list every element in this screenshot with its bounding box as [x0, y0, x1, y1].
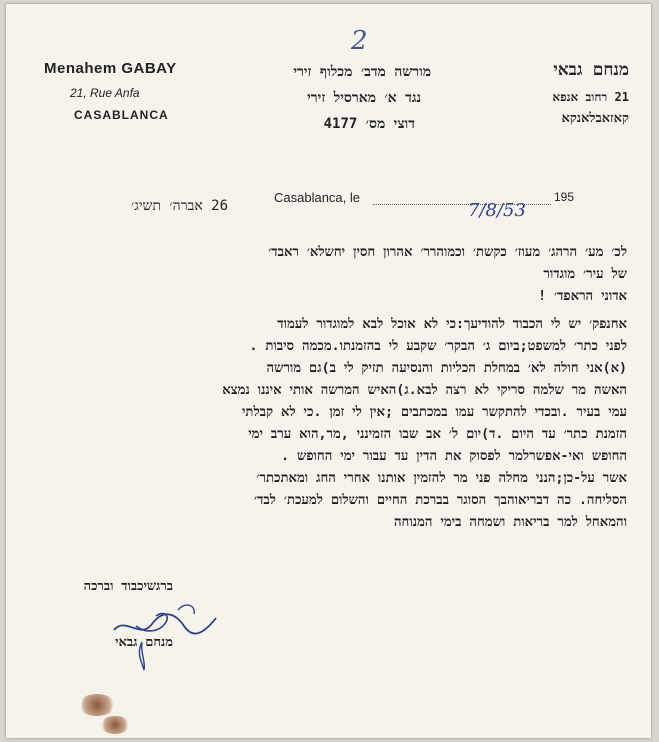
body-line: והמאחל למר בריאות ושמחה בימי המנוחה — [393, 515, 627, 530]
body-line: לכ׳ מע׳ הרהג׳ מעוז׳ כקשת׳ וכמוהרר׳ אהרון חסין יחשלא׳ ראבד׳ — [268, 245, 627, 260]
paper-stain — [78, 694, 116, 716]
letterhead-city: CASABLANCA — [74, 108, 169, 122]
paper-stain — [100, 716, 130, 734]
letterhead-hebrew-city: קאזאבלאנקא — [561, 111, 629, 126]
body-line: הסליחה. כה דבריאוהבך הסוגר בברכת החיים והשלום למעכת׳ לבד׳ — [254, 493, 627, 508]
date-handwritten: 7/8/53 — [468, 200, 526, 221]
body-line: (א)אני חולה לא׳ במחלת הכליות והנסיעה תזיק לי ב)גם מורשה — [266, 361, 627, 376]
page-number: 2 — [351, 26, 368, 56]
signature-name: מנחם גבאי — [115, 635, 173, 650]
letterhead-hebrew-line2: נגד א׳ מארסיל זירי — [307, 90, 421, 106]
body-line: האשה מר שלמה סריקי לא רצה לבא.ג)האיש המרשה אותי איננו נמצא — [222, 383, 627, 398]
body-line: של עיר׳ מוגדור — [543, 267, 627, 282]
body-line: לפני כתר׳ למשפט;ביום ג׳ הבקר׳ שקבע לי בהזמנתו.מכמה סיבות . — [249, 339, 627, 354]
letterhead-name: Menahem GABAY — [44, 60, 177, 77]
letterhead-hebrew-line3: דוצי מס׳ 4177 — [323, 116, 415, 132]
body-line: החופש ואי-אפשרלמר לפסוק את הדין עד עבור ימי החופש . — [281, 449, 627, 464]
letter-sheet — [6, 4, 651, 738]
body-line: אשר על-כן;הנני מחלה פני מר להזמין אותנו אחרי החג ומאתכתר׳ — [256, 471, 627, 486]
body-line: עמי בעיר .ובכדי להתקשר עמו במכתבים ;אין לי זמן .כי לא קבלתי — [241, 405, 627, 420]
letterhead-hebrew-name: מנחם גבאי — [553, 60, 629, 80]
body-line: אחנפק׳ יש לי הכבוד להודיעך:כי לא אוכל לבא למוגדור לעמוד — [277, 317, 627, 332]
body-line: הזמנת כתר׳ עד היום .ד)יום ל׳ אב שבו הזמינני ,מר,הוא ערב ימי — [248, 427, 627, 442]
date-year-prefix: 195 — [554, 190, 575, 204]
letterhead-address: 21, Rue Anfa — [70, 86, 140, 100]
date-place: Casablanca, le — [274, 190, 360, 205]
date-hebrew: 26 אברה׳ תשיג׳ — [131, 198, 229, 214]
letterhead-hebrew-address: 21 רחוב אנפא — [552, 90, 629, 104]
body-line: אדוני הראפד׳ ! — [538, 289, 627, 304]
letterhead-hebrew-line1: מורשה מדב׳ מכלוף זירי — [293, 64, 431, 80]
closing-text: ברגשיכבוד וברכה — [83, 579, 173, 594]
